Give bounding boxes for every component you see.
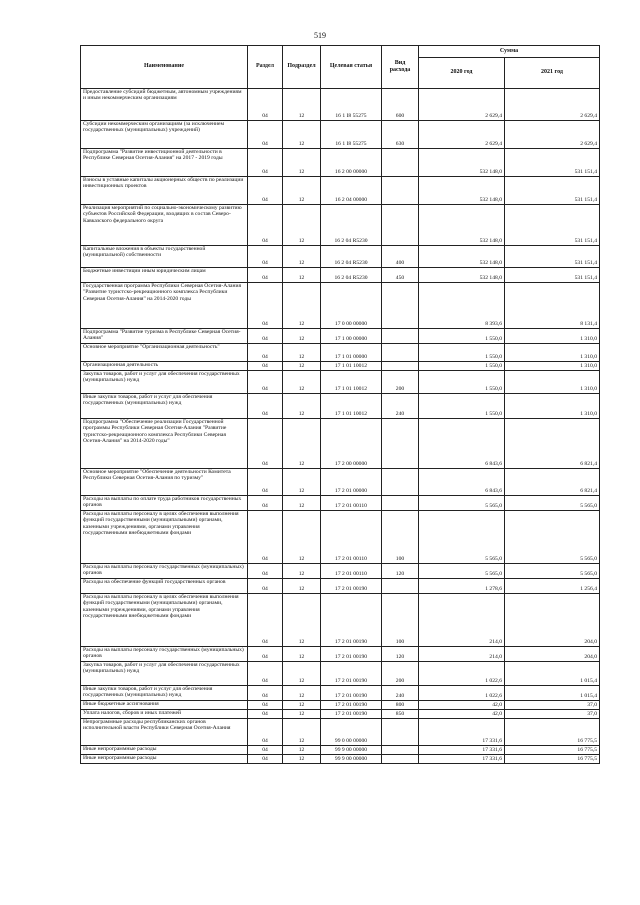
row-expense-type: 400 — [382, 246, 419, 268]
row-sum-2021: 204,0 — [505, 594, 600, 647]
row-name: Расходы на обеспечение функций государственных органов — [81, 579, 248, 594]
row-target: 17 2 01 00110 — [321, 564, 382, 579]
row-sum-2020: 214,0 — [419, 594, 505, 647]
row-name: Основное мероприятие "Организационная деятельность" — [81, 344, 248, 362]
row-name: Иные непрограммные расходы — [81, 746, 248, 755]
table-row — [81, 394, 600, 419]
row-sum-2020: 17 331,6 — [419, 746, 505, 755]
row-sum-2020: 1 022,6 — [419, 662, 505, 686]
row-expense-type: 240 — [382, 394, 419, 419]
row-expense-type: 600 — [382, 89, 419, 121]
row-target: 16 2 04 R5230 — [321, 205, 382, 246]
row-name: Иные закупки товаров, работ и услуг для обеспечения государственных (муниципальных) нужд — [81, 394, 248, 419]
row-sum-2020: 1 550,0 — [419, 329, 505, 344]
row-expense-type — [382, 329, 419, 344]
row-section: 04 — [248, 371, 283, 394]
row-sum-2020: 42,0 — [419, 701, 505, 710]
row-subsection: 12 — [283, 755, 321, 764]
row-section: 04 — [248, 662, 283, 686]
row-subsection: 12 — [283, 594, 321, 647]
table-row — [81, 268, 600, 283]
row-subsection: 12 — [283, 149, 321, 177]
row-sum-2020: 1 550,0 — [419, 344, 505, 362]
row-name: Расходы на выплаты персоналу государственных (муниципальных) органов — [81, 564, 248, 579]
row-sum-2020: 532 148,0 — [419, 205, 505, 246]
row-sum-2021: 1 310,0 — [505, 329, 600, 344]
row-target: 16 1 I8 55275 — [321, 89, 382, 121]
row-expense-type — [382, 344, 419, 362]
row-sum-2021: 2 629,4 — [505, 89, 600, 121]
row-sum-2020: 17 331,6 — [419, 719, 505, 746]
row-name: Взносы в уставные капиталы акционерных обществ по реализации инвестиционных проектов — [81, 177, 248, 205]
row-section: 04 — [248, 647, 283, 662]
row-sum-2021: 531 151,4 — [505, 177, 600, 205]
row-target: 16 2 04 R5230 — [321, 268, 382, 283]
table-row — [81, 701, 600, 710]
row-name: Расходы на выплаты персоналу в целях обеспечения выполнения функций государственными (муниципальными) органами, казенными учреждениями, органами управления государственными внебюджетными фондами — [81, 594, 248, 647]
row-expense-type — [382, 283, 419, 329]
row-sum-2020: 17 331,6 — [419, 755, 505, 764]
row-subsection: 12 — [283, 719, 321, 746]
row-sum-2020: 532 148,0 — [419, 246, 505, 268]
row-expense-type — [382, 496, 419, 511]
row-target: 99 9 00 00000 — [321, 755, 382, 764]
row-name: Подпрограмма "Обеспечение реализации Государственной программы Республики Северная Осетия-Алания "Развитие туристско-рекреационного комплекса Республики Северная Осетия-Алания" на 2014-2020 годы" — [81, 419, 248, 469]
row-expense-type: 120 — [382, 564, 419, 579]
row-sum-2020: 532 148,0 — [419, 177, 505, 205]
row-expense-type — [382, 579, 419, 594]
row-expense-type: 100 — [382, 594, 419, 647]
row-section: 04 — [248, 469, 283, 496]
row-name: Подпрограмма "Развитие туризма в Республике Северная Осетия-Алания" — [81, 329, 248, 344]
row-section: 04 — [248, 710, 283, 719]
row-subsection: 12 — [283, 686, 321, 701]
row-subsection: 12 — [283, 394, 321, 419]
row-sum-2020: 8 393,6 — [419, 283, 505, 329]
row-section: 04 — [248, 755, 283, 764]
row-expense-type: 200 — [382, 371, 419, 394]
row-target: 17 1 00 00000 — [321, 329, 382, 344]
budget-table — [80, 45, 600, 764]
row-name: Иные бюджетные ассигнования — [81, 701, 248, 710]
row-target: 17 1 01 00000 — [321, 344, 382, 362]
row-name: Бюджетные инвестиции иным юридическим лицам — [81, 268, 248, 283]
row-target: 17 2 01 00190 — [321, 594, 382, 647]
table-row — [81, 177, 600, 205]
table-row — [81, 89, 600, 121]
row-target: 17 2 01 00000 — [321, 469, 382, 496]
header-name: Наименование — [81, 46, 248, 89]
row-sum-2020: 1 550,0 — [419, 394, 505, 419]
row-target: 17 2 01 00190 — [321, 579, 382, 594]
table-row — [81, 686, 600, 701]
row-sum-2021: 204,0 — [505, 647, 600, 662]
row-section: 04 — [248, 177, 283, 205]
table-row — [81, 579, 600, 594]
row-name: Организационная деятельность — [81, 362, 248, 371]
row-sum-2021: 1 310,0 — [505, 344, 600, 362]
row-name: Реализация мероприятий по социально-экономическому развитию субъектов Российской Федерации, входящих в состав Северо-Кавказского федерального округа — [81, 205, 248, 246]
table-row — [81, 283, 600, 329]
row-sum-2020: 2 629,4 — [419, 121, 505, 149]
row-name: Основное мероприятие "Обеспечение деятельности Комитета Республики Северная Осетия-Алания по туризму" — [81, 469, 248, 496]
row-subsection: 12 — [283, 564, 321, 579]
header-year-2021: 2021 год — [505, 58, 600, 89]
header-year-2020: 2020 год — [419, 58, 505, 89]
table-row — [81, 594, 600, 647]
table-row — [81, 371, 600, 394]
row-name: Капитальные вложения в объекты государственной (муниципальной) собственности — [81, 246, 248, 268]
row-subsection: 12 — [283, 371, 321, 394]
row-expense-type: 240 — [382, 686, 419, 701]
row-name: Предоставление субсидий бюджетным, автономным учреждениям и иным некоммерческим организациям — [81, 89, 248, 121]
table-row — [81, 647, 600, 662]
table-row — [81, 755, 600, 764]
row-subsection: 12 — [283, 329, 321, 344]
row-sum-2021: 6 821,4 — [505, 469, 600, 496]
table-row — [81, 662, 600, 686]
row-target: 17 0 00 00000 — [321, 283, 382, 329]
row-target: 17 1 01 10012 — [321, 371, 382, 394]
row-sum-2021: 531 151,4 — [505, 246, 600, 268]
row-section: 04 — [248, 511, 283, 564]
table-row — [81, 564, 600, 579]
row-expense-type — [382, 469, 419, 496]
table-row — [81, 344, 600, 362]
row-section: 04 — [248, 205, 283, 246]
row-sum-2021: 1 256,4 — [505, 579, 600, 594]
row-expense-type — [382, 177, 419, 205]
row-expense-type — [382, 362, 419, 371]
header-subsection: Подраздел — [283, 46, 321, 89]
row-section: 04 — [248, 394, 283, 419]
row-expense-type: 800 — [382, 701, 419, 710]
row-subsection: 12 — [283, 121, 321, 149]
row-sum-2021: 5 565,0 — [505, 496, 600, 511]
row-section: 04 — [248, 149, 283, 177]
row-target: 16 2 04 R5230 — [321, 246, 382, 268]
row-sum-2020: 1 550,0 — [419, 362, 505, 371]
row-target: 16 2 00 00000 — [321, 149, 382, 177]
row-sum-2020: 214,0 — [419, 647, 505, 662]
table-row — [81, 205, 600, 246]
row-sum-2021: 16 775,5 — [505, 719, 600, 746]
row-section: 04 — [248, 701, 283, 710]
row-target: 17 2 01 00190 — [321, 710, 382, 719]
row-target: 16 2 04 00000 — [321, 177, 382, 205]
row-subsection: 12 — [283, 746, 321, 755]
row-name: Закупка товаров, работ и услуг для обеспечения государственных (муниципальных) нужд — [81, 371, 248, 394]
row-sum-2020: 42,0 — [419, 710, 505, 719]
table-row — [81, 719, 600, 746]
row-subsection: 12 — [283, 701, 321, 710]
row-subsection: 12 — [283, 419, 321, 469]
row-section: 04 — [248, 719, 283, 746]
row-sum-2020: 6 843,6 — [419, 419, 505, 469]
row-sum-2021: 531 151,4 — [505, 149, 600, 177]
row-sum-2021: 16 775,5 — [505, 755, 600, 764]
row-sum-2021: 37,0 — [505, 701, 600, 710]
row-name: Закупка товаров, работ и услуг для обеспечения государственных (муниципальных) нужд — [81, 662, 248, 686]
table-row — [81, 496, 600, 511]
row-sum-2021: 1 015,4 — [505, 686, 600, 701]
row-sum-2021: 1 310,0 — [505, 371, 600, 394]
row-target: 17 2 01 00190 — [321, 647, 382, 662]
row-name: Непрограммные расходы республиканских органов исполнительной власти Республики Северная Осетия-Алания — [81, 719, 248, 746]
row-target: 16 1 I8 55275 — [321, 121, 382, 149]
row-name: Иные закупки товаров, работ и услуг для обеспечения государственных (муниципальных) нужд — [81, 686, 248, 701]
row-section: 04 — [248, 89, 283, 121]
row-name: Иные непрограммные расходы — [81, 755, 248, 764]
row-expense-type — [382, 746, 419, 755]
row-target: 99 0 00 00000 — [321, 719, 382, 746]
table-row — [81, 419, 600, 469]
row-section: 04 — [248, 329, 283, 344]
row-section: 04 — [248, 564, 283, 579]
row-sum-2020: 6 843,6 — [419, 469, 505, 496]
row-subsection: 12 — [283, 647, 321, 662]
row-section: 04 — [248, 268, 283, 283]
row-expense-type — [382, 719, 419, 746]
row-target: 17 2 01 00190 — [321, 686, 382, 701]
row-section: 04 — [248, 419, 283, 469]
row-section: 04 — [248, 344, 283, 362]
row-subsection: 12 — [283, 469, 321, 496]
row-sum-2020: 532 148,0 — [419, 268, 505, 283]
row-section: 04 — [248, 246, 283, 268]
row-target: 17 1 01 10012 — [321, 394, 382, 419]
table-row — [81, 329, 600, 344]
row-target: 17 1 01 10012 — [321, 362, 382, 371]
row-section: 04 — [248, 594, 283, 647]
row-sum-2021: 6 821,4 — [505, 419, 600, 469]
row-sum-2020: 2 629,4 — [419, 89, 505, 121]
header-section: Раздел — [248, 46, 283, 89]
row-sum-2020: 5 565,0 — [419, 564, 505, 579]
row-sum-2020: 5 565,0 — [419, 496, 505, 511]
row-name: Расходы на выплаты персоналу в целях обеспечения выполнения функций государственными (муниципальными) органами, казенными учреждениями, органами управления государственными внебюджетными фондами — [81, 511, 248, 564]
row-section: 04 — [248, 283, 283, 329]
row-subsection: 12 — [283, 246, 321, 268]
row-subsection: 12 — [283, 268, 321, 283]
row-subsection: 12 — [283, 662, 321, 686]
row-subsection: 12 — [283, 511, 321, 564]
row-name: Расходы на выплаты персоналу государственных (муниципальных) органов — [81, 647, 248, 662]
row-expense-type: 630 — [382, 121, 419, 149]
row-sum-2021: 5 565,0 — [505, 511, 600, 564]
row-sum-2021: 37,0 — [505, 710, 600, 719]
row-name: Расходы на выплаты по оплате труда работников государственных органов — [81, 496, 248, 511]
table-row — [81, 149, 600, 177]
table-row — [81, 121, 600, 149]
row-sum-2020: 1 550,0 — [419, 371, 505, 394]
row-subsection: 12 — [283, 579, 321, 594]
row-sum-2020: 1 278,6 — [419, 579, 505, 594]
row-sum-2021: 16 775,5 — [505, 746, 600, 755]
row-section: 04 — [248, 121, 283, 149]
row-subsection: 12 — [283, 344, 321, 362]
table-body — [81, 89, 600, 764]
row-sum-2021: 2 629,4 — [505, 121, 600, 149]
row-target: 99 9 00 00000 — [321, 746, 382, 755]
row-sum-2020: 1 022,6 — [419, 686, 505, 701]
table-row — [81, 246, 600, 268]
row-subsection: 12 — [283, 283, 321, 329]
row-expense-type: 120 — [382, 647, 419, 662]
row-sum-2021: 1 310,0 — [505, 394, 600, 419]
row-section: 04 — [248, 362, 283, 371]
row-subsection: 12 — [283, 89, 321, 121]
row-section: 04 — [248, 579, 283, 594]
row-target: 17 2 01 00110 — [321, 496, 382, 511]
table-row — [81, 746, 600, 755]
row-target: 17 2 01 00110 — [321, 511, 382, 564]
row-subsection: 12 — [283, 362, 321, 371]
row-section: 04 — [248, 686, 283, 701]
row-expense-type: 100 — [382, 511, 419, 564]
row-name: Подпрограмма "Развитие инвестиционной деятельности в Республике Северная Осетия-Алания" на 2017 - 2019 годы — [81, 149, 248, 177]
header-sum: Сумма — [419, 46, 600, 58]
row-subsection: 12 — [283, 205, 321, 246]
header-expense-type: Вид расхода — [382, 46, 419, 89]
header-target: Целевая статья — [321, 46, 382, 89]
row-expense-type: 850 — [382, 710, 419, 719]
row-expense-type — [382, 419, 419, 469]
row-sum-2020: 532 148,0 — [419, 149, 505, 177]
page-number: 519 — [314, 31, 326, 40]
row-expense-type: 200 — [382, 662, 419, 686]
row-target: 17 2 00 00000 — [321, 419, 382, 469]
table-row — [81, 362, 600, 371]
row-sum-2021: 5 565,0 — [505, 564, 600, 579]
row-expense-type — [382, 755, 419, 764]
table-row — [81, 710, 600, 719]
row-subsection: 12 — [283, 710, 321, 719]
table-row — [81, 511, 600, 564]
row-target: 17 2 01 00190 — [321, 701, 382, 710]
row-sum-2021: 8 131,4 — [505, 283, 600, 329]
row-sum-2021: 1 015,4 — [505, 662, 600, 686]
row-sum-2021: 531 151,4 — [505, 268, 600, 283]
row-sum-2021: 1 310,0 — [505, 362, 600, 371]
row-target: 17 2 01 00190 — [321, 662, 382, 686]
row-section: 04 — [248, 746, 283, 755]
row-section: 04 — [248, 496, 283, 511]
row-expense-type: 450 — [382, 268, 419, 283]
row-subsection: 12 — [283, 177, 321, 205]
row-expense-type — [382, 205, 419, 246]
row-name: Государственная программа Республики Северная Осетия-Алания "Развитие туристско-рекреационного комплекса Республики Северная Осетия-Алания" на 2014-2020 годы — [81, 283, 248, 329]
row-name: Субсидии некоммерческим организациям (за исключением государственных (муниципальных) учреждений) — [81, 121, 248, 149]
row-name: Уплата налогов, сборов и иных платежей — [81, 710, 248, 719]
row-expense-type — [382, 149, 419, 177]
row-sum-2020: 5 565,0 — [419, 511, 505, 564]
row-subsection: 12 — [283, 496, 321, 511]
table-row — [81, 469, 600, 496]
row-sum-2021: 531 151,4 — [505, 205, 600, 246]
